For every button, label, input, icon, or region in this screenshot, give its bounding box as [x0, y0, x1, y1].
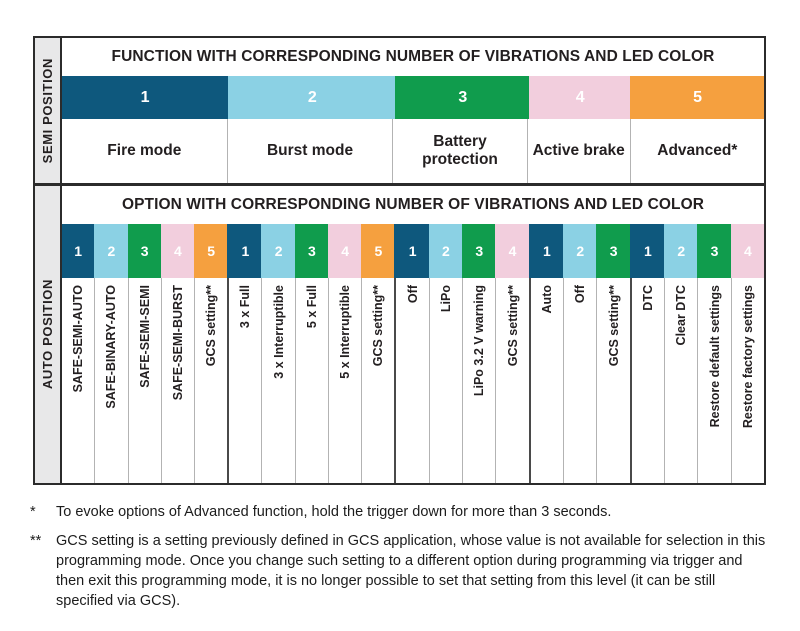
footnote-text: To evoke options of Advanced function, hold the trigger down for more than 3 seconds.: [56, 504, 612, 520]
option-label: Off: [405, 285, 420, 304]
option-number-cell: 3: [462, 224, 495, 278]
auto-position-side-cell: [35, 186, 62, 483]
option-number-cell: 2: [664, 224, 697, 278]
option-label: Off: [573, 285, 588, 304]
option-label-column: [361, 278, 394, 483]
function-number-cell: 1: [62, 76, 228, 119]
option-label: GCS setting**: [371, 285, 386, 367]
option-label: Auto: [539, 285, 554, 314]
programming-table: [33, 36, 766, 485]
option-label: GCS setting**: [505, 285, 520, 367]
option-number-group: [630, 224, 764, 278]
option-number-row: [62, 224, 764, 278]
option-label-column: [495, 278, 528, 483]
option-label-column: [229, 278, 261, 483]
option-label-column: [664, 278, 697, 483]
option-label: DTC: [640, 285, 655, 311]
option-number-group: [394, 224, 528, 278]
option-number-cell: 1: [632, 224, 664, 278]
function-number-band: [62, 76, 764, 119]
option-label-column: [563, 278, 596, 483]
option-label: 3 x Interruptible: [271, 285, 286, 379]
option-label: 3 x Full: [238, 285, 253, 329]
option-number-cell: 3: [596, 224, 629, 278]
option-number-cell: 2: [94, 224, 127, 278]
option-label-column: [261, 278, 294, 483]
option-label-row: [62, 278, 764, 483]
footnote-marker: *: [30, 504, 36, 520]
option-number-group: [62, 224, 227, 278]
function-label: Fire mode: [107, 142, 182, 160]
option-number-group: [227, 224, 394, 278]
option-label: SAFE-SEMI-AUTO: [71, 285, 86, 393]
function-label: Battery protection: [392, 119, 526, 183]
option-label: LiPo 3.2 V warning: [472, 285, 487, 397]
option-label: GCS setting**: [606, 285, 621, 367]
option-number-cell: 4: [161, 224, 194, 278]
option-label: Restore factory settings: [740, 285, 755, 429]
semi-position-side-cell: [35, 38, 62, 183]
option-label-column: [429, 278, 462, 483]
option-label-group: [529, 278, 630, 483]
option-label-column: [462, 278, 495, 483]
semi-position-content: [62, 38, 764, 183]
option-label-column: [697, 278, 730, 483]
option-number-cell: 5: [361, 224, 394, 278]
option-label-column: [194, 278, 227, 483]
option-label-group: [227, 278, 394, 483]
function-label: Burst mode: [227, 119, 393, 183]
option-label-column: [596, 278, 629, 483]
option-number-cell: 1: [396, 224, 428, 278]
footnotes: [30, 502, 772, 620]
footnote-marker: **: [30, 533, 42, 549]
option-number-cell: 1: [531, 224, 563, 278]
option-label: LiPo: [438, 285, 453, 313]
option-label-column: [396, 278, 428, 483]
function-number-cell: 2: [228, 76, 395, 119]
option-label: 5 x Interruptible: [338, 285, 353, 379]
option-label-group: [394, 278, 528, 483]
semi-position-label: SEMI POSITION: [40, 57, 55, 164]
function-label: Active brake: [527, 119, 630, 183]
option-number-cell: 3: [295, 224, 328, 278]
option-label-column: [731, 278, 764, 483]
function-number-cell: 5: [630, 76, 764, 119]
option-number-group: [529, 224, 630, 278]
option-number-cell: 2: [563, 224, 596, 278]
option-label: SAFE-BINARY-AUTO: [104, 285, 119, 409]
option-label-column: [295, 278, 328, 483]
option-label: SAFE-SEMI-BURST: [170, 285, 185, 401]
option-number-cell: 2: [429, 224, 462, 278]
option-number-cell: 1: [62, 224, 94, 278]
function-number-cell: 4: [529, 76, 630, 119]
function-label-row: [62, 119, 764, 183]
footnote-item: [30, 502, 772, 522]
option-label: 5 x Full: [304, 285, 319, 329]
function-label: Advanced*: [630, 119, 764, 183]
option-number-cell: 3: [128, 224, 161, 278]
option-label-column: [328, 278, 361, 483]
option-label-column: [161, 278, 194, 483]
option-number-cell: 1: [229, 224, 261, 278]
auto-position-label: AUTO POSITION: [40, 279, 55, 390]
option-header: OPTION WITH CORRESPONDING NUMBER OF VIBRATIONS AND LED COLOR: [121, 196, 705, 213]
option-number-cell: 4: [495, 224, 528, 278]
option-label: Restore default settings: [707, 285, 722, 428]
option-label-column: [62, 278, 94, 483]
option-number-cell: 2: [261, 224, 294, 278]
function-number-cell: 3: [395, 76, 529, 119]
option-number-cell: 3: [697, 224, 730, 278]
function-header: FUNCTION WITH CORRESPONDING NUMBER OF VIBRATIONS AND LED COLOR: [111, 48, 715, 65]
option-label: SAFE-SEMI-SEMI: [137, 285, 152, 388]
option-label: Clear DTC: [674, 285, 689, 346]
option-label-column: [94, 278, 127, 483]
semi-position-section: [35, 38, 764, 183]
auto-position-content: [62, 186, 764, 483]
option-label-column: [632, 278, 664, 483]
option-label-group: [630, 278, 764, 483]
footnote-item: [30, 531, 772, 611]
footnote-text: GCS setting is a setting previously defined in GCS application, whose value is not available for selection in this programming mode. Once you change such setting to a different option during programming via trigger and then exit this programming mode, it is no longer possible to set that setting from this level (it can be still specified via GCS).: [56, 533, 766, 609]
option-label: GCS setting**: [204, 285, 219, 367]
option-number-cell: 5: [194, 224, 227, 278]
option-label-column: [128, 278, 161, 483]
option-label-column: [531, 278, 563, 483]
option-number-cell: 4: [731, 224, 764, 278]
option-label-group: [62, 278, 227, 483]
option-number-cell: 4: [328, 224, 361, 278]
auto-position-section: [35, 183, 764, 483]
